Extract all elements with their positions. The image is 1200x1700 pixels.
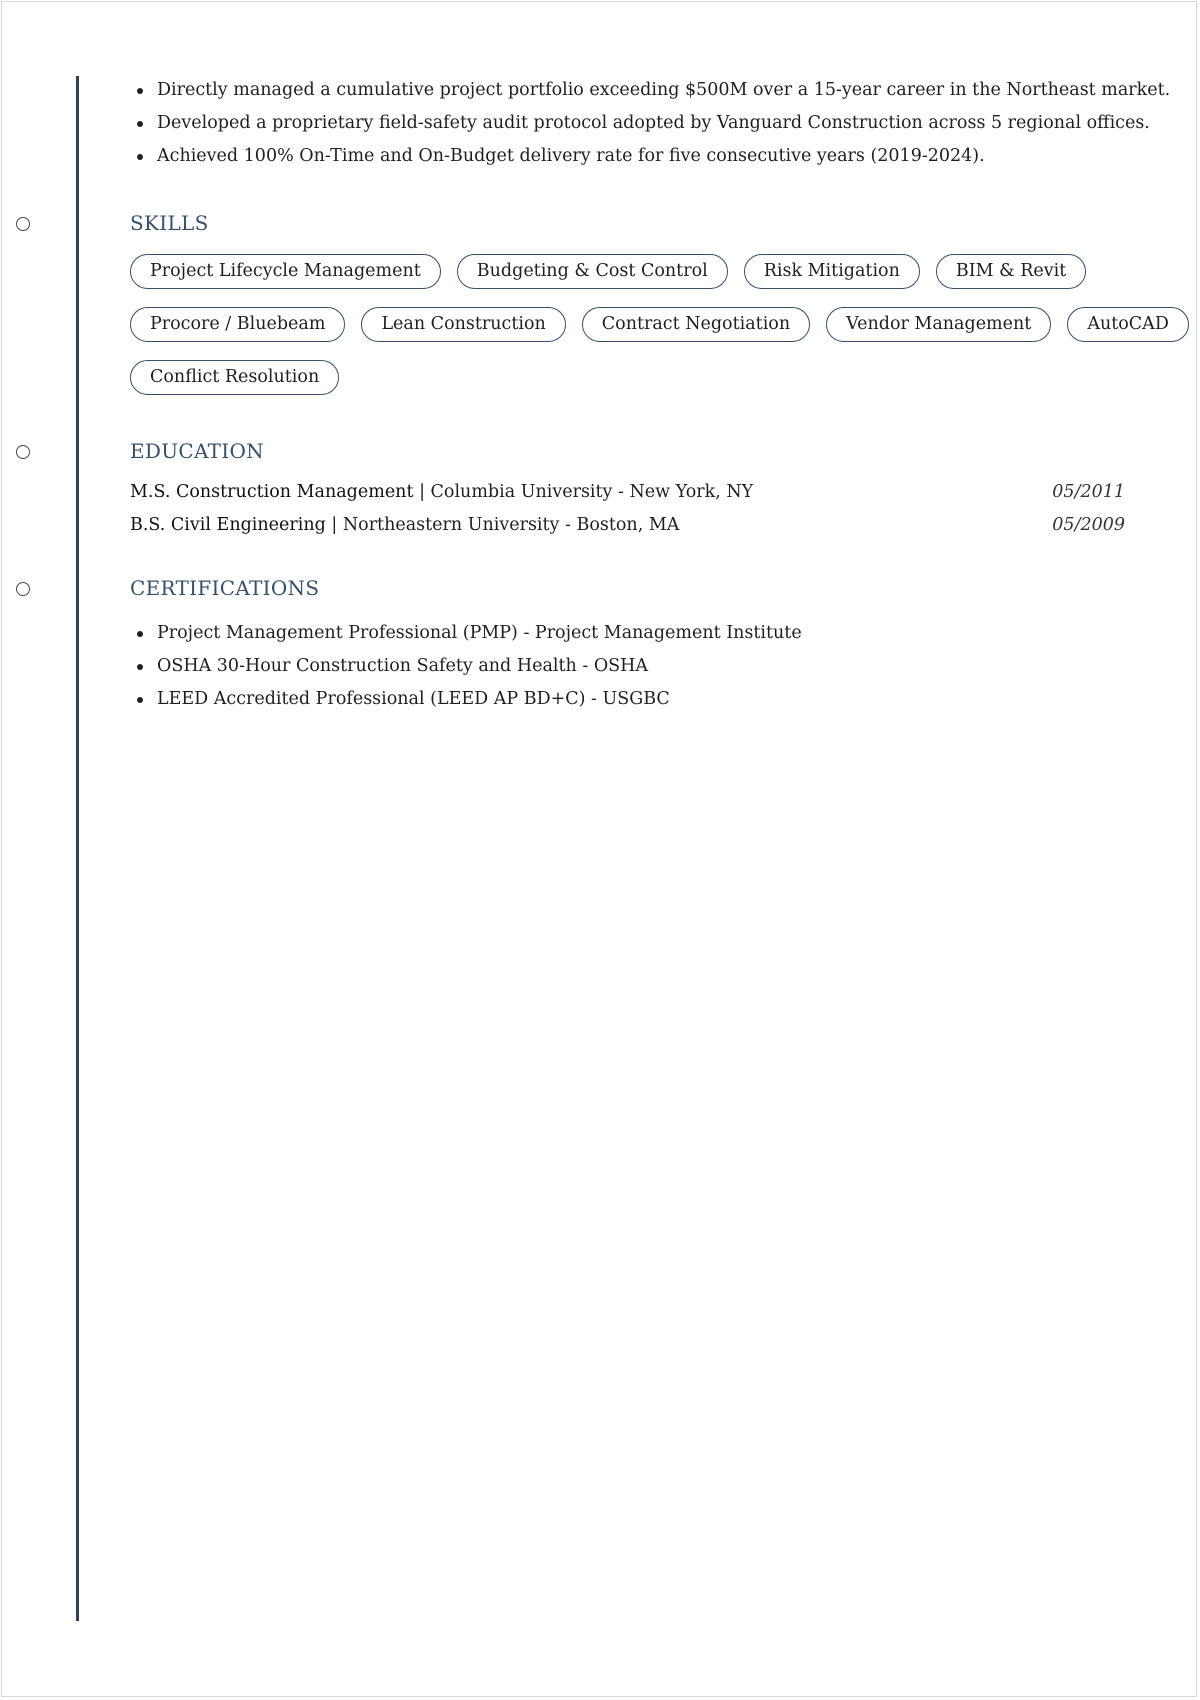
education-separator: |	[413, 482, 431, 502]
list-item: Developed a proprietary field-safety audit protocol adopted by Vanguard Construction across 5 regional offices.	[130, 107, 1125, 140]
skills-pills	[130, 254, 1169, 413]
achievements-list	[130, 74, 1171, 173]
skill-pill: Conflict Resolution	[130, 360, 339, 395]
skill-pill: Procore / Bluebeam	[130, 307, 345, 342]
certifications-list	[130, 617, 802, 716]
achievements-section	[130, 74, 1171, 173]
skills-row	[130, 360, 1140, 395]
education-entry	[130, 509, 1125, 542]
skill-pill: Lean Construction	[361, 307, 565, 342]
skill-pill: Project Lifecycle Management	[130, 254, 441, 289]
list-item: Directly managed a cumulative project portfolio exceeding $500M over a 15-year career in the Northeast market.	[130, 74, 1125, 107]
education-date: 05/2011	[1052, 482, 1125, 502]
education-date: 05/2009	[1052, 515, 1125, 535]
certifications-section	[130, 617, 802, 716]
certifications-node-icon	[16, 582, 30, 596]
education-degree: B.S. Civil Engineering	[130, 515, 326, 535]
skills-row	[130, 254, 1140, 289]
list-item: LEED Accredited Professional (LEED AP BD+C) - USGBC	[130, 683, 802, 716]
skill-pill: Contract Negotiation	[582, 307, 810, 342]
skills-row	[130, 307, 1169, 342]
list-item: OSHA 30-Hour Construction Safety and Health - OSHA	[130, 650, 802, 683]
skill-pill: Vendor Management	[826, 307, 1051, 342]
education-degree: M.S. Construction Management	[130, 482, 414, 502]
skill-pill: AutoCAD	[1067, 307, 1189, 342]
education-school: Northeastern University - Boston, MA	[342, 515, 680, 535]
skills-node-icon	[16, 217, 30, 231]
skill-pill: Risk Mitigation	[744, 254, 920, 289]
timeline-line	[76, 76, 79, 1621]
education-heading: EDUCATION	[130, 439, 264, 463]
list-item: Achieved 100% On-Time and On-Budget delivery rate for five consecutive years (2019-2024).	[130, 140, 1125, 173]
skill-pill: BIM & Revit	[936, 254, 1086, 289]
education-node-icon	[16, 445, 30, 459]
list-item: Project Management Professional (PMP) - Project Management Institute	[130, 617, 802, 650]
education-school: Columbia University - New York, NY	[430, 482, 754, 502]
skill-pill: Budgeting & Cost Control	[457, 254, 728, 289]
certifications-heading: CERTIFICATIONS	[130, 576, 320, 600]
education-entry	[130, 476, 1125, 509]
skills-heading: SKILLS	[130, 211, 209, 235]
education-separator: |	[325, 515, 343, 535]
